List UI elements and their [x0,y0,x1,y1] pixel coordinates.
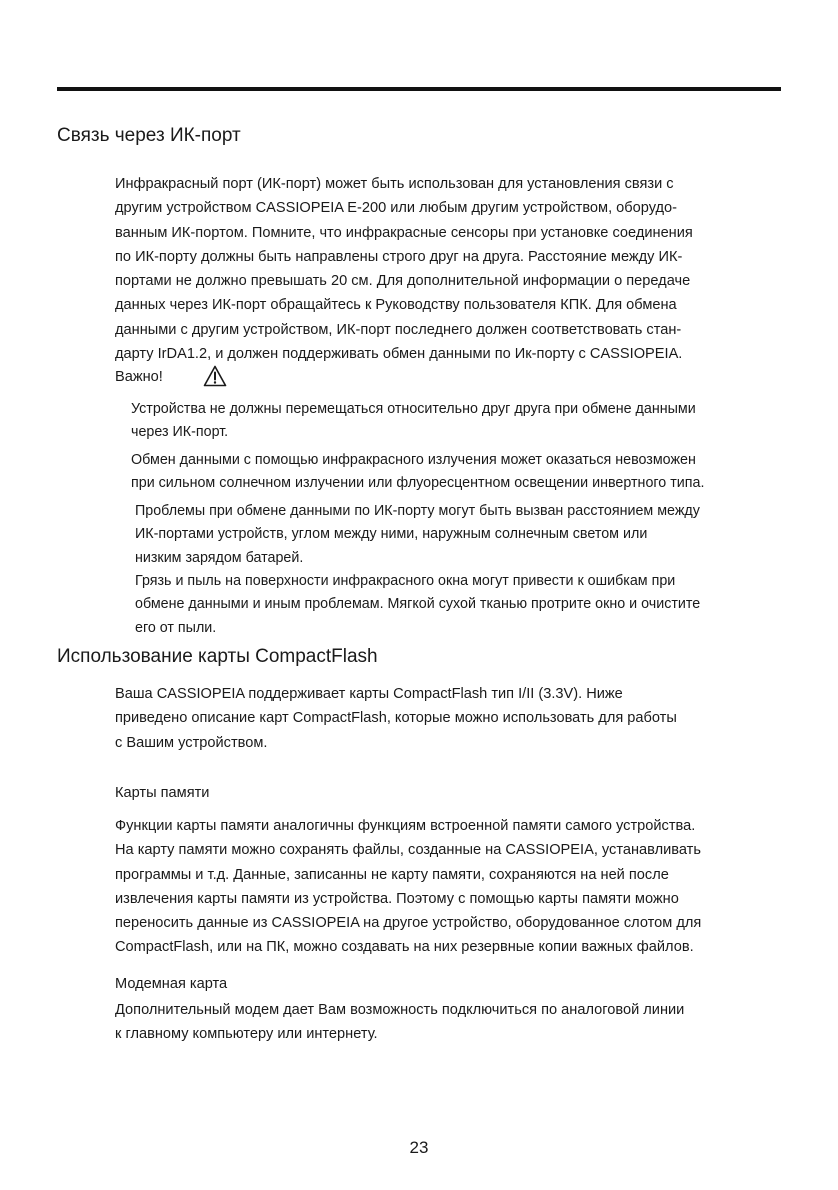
subsection-title-memory-cards: Карты памяти [115,785,210,801]
text-line: по ИК-порту должны быть направлены строго друг на друга. Расстояние между ИК- [115,248,683,265]
text-line: Ваша CASSIOPEIA поддерживает карты CompactFlash тип I/II (3.3V). Ниже [115,686,623,702]
page-number: 23 [409,1138,429,1157]
text-line: извлечения карты памяти из устройства. Поэтому с помощью карты памяти можно [115,890,679,907]
subsection-title-modem-card: Модемная карта [115,976,228,992]
note-devices-stationary [131,398,696,445]
text-line: На карту памяти можно сохранять файлы, созданные на CASSIOPEIA, устанавливать [115,842,701,859]
cf-intro-paragraph [115,682,677,755]
text-line: другим устройством CASSIOPEIA E-200 или любым другим устройством, оборудо- [115,200,678,217]
text-line: данными с другим устройством, ИК-порт последнего должен соответствовать стан- [115,321,682,338]
text-line: к главному компьютеру или интернету. [115,1026,378,1043]
important-label: Важно! [115,369,163,385]
text-line: CompactFlash, или на ПК, можно создавать на них резервные копии важных файлов. [115,939,694,956]
ir-intro-paragraph [115,172,693,366]
text-line: дарту IrDA1.2, и должен поддерживать обмен данными по Ик-порту с CASSIOPEIA. [115,346,683,363]
note-sunlight-interference [131,449,704,496]
text-line: Обмен данными с помощью инфракрасного излучения может оказаться невозможен [131,452,696,468]
text-line: данных через ИК-порт обращайтесь к Руководству пользователя КПК. Для обмена [115,297,677,314]
memory-cards-paragraph [115,814,701,960]
text-line: низким зарядом батарей. [135,549,304,566]
text-line: ИК-портами устройств, углом между ними, наружным солнечным светом или [135,526,648,543]
text-line: при сильном солнечном излучении или флуоресцентном освещении инвертного типа. [131,475,705,492]
section-title-compactflash: Использование карты CompactFlash [57,646,378,667]
text-line: приведено описание карт CompactFlash, которые можно использовать для работы [115,710,677,727]
top-rule [57,87,781,91]
text-line: ванным ИК-портом. Помните, что инфракрасные сенсоры при установке соединения [115,224,693,241]
text-line: Дополнительный модем дает Вам возможность подключиться по аналоговой линии [115,1002,685,1018]
text-line: обмене данными и иным проблемам. Мягкой сухой тканью протрите окно и очистите [135,596,701,613]
text-line: с Вашим устройством. [115,734,268,751]
text-line: Устройства не должны перемещаться относительно друг друга при обмене данными [131,401,696,417]
text-line: Инфракрасный порт (ИК-порт) может быть использован для установления связи с [115,176,674,192]
text-line: через ИК-порт. [131,424,229,441]
text-line: Проблемы при обмене данными по ИК-порту могут быть вызван расстоянием между [135,503,700,519]
modem-card-paragraph [115,998,684,1047]
text-line: переносить данные из CASSIOPEIA на другое устройство, оборудованное слотом для [115,915,702,932]
section-title-ir-port: Связь через ИК-порт [57,125,241,146]
text-line: программы и т.д. Данные, записанны не карту памяти, сохраняются на ней после [115,866,669,883]
note-dirt-dust [135,570,700,640]
text-line: Функции карты памяти аналогичны функциям встроенной памяти самого устройства. [115,818,696,834]
warning-triangle-icon [203,365,227,387]
text-line: Грязь и пыль на поверхности инфракрасного окна могут привести к ошибкам при [135,573,676,589]
text-line: портами не должно превышать 20 см. Для дополнительной информации о передаче [115,273,691,290]
note-distance-problems [135,500,700,570]
text-line: его от пыли. [135,619,217,636]
